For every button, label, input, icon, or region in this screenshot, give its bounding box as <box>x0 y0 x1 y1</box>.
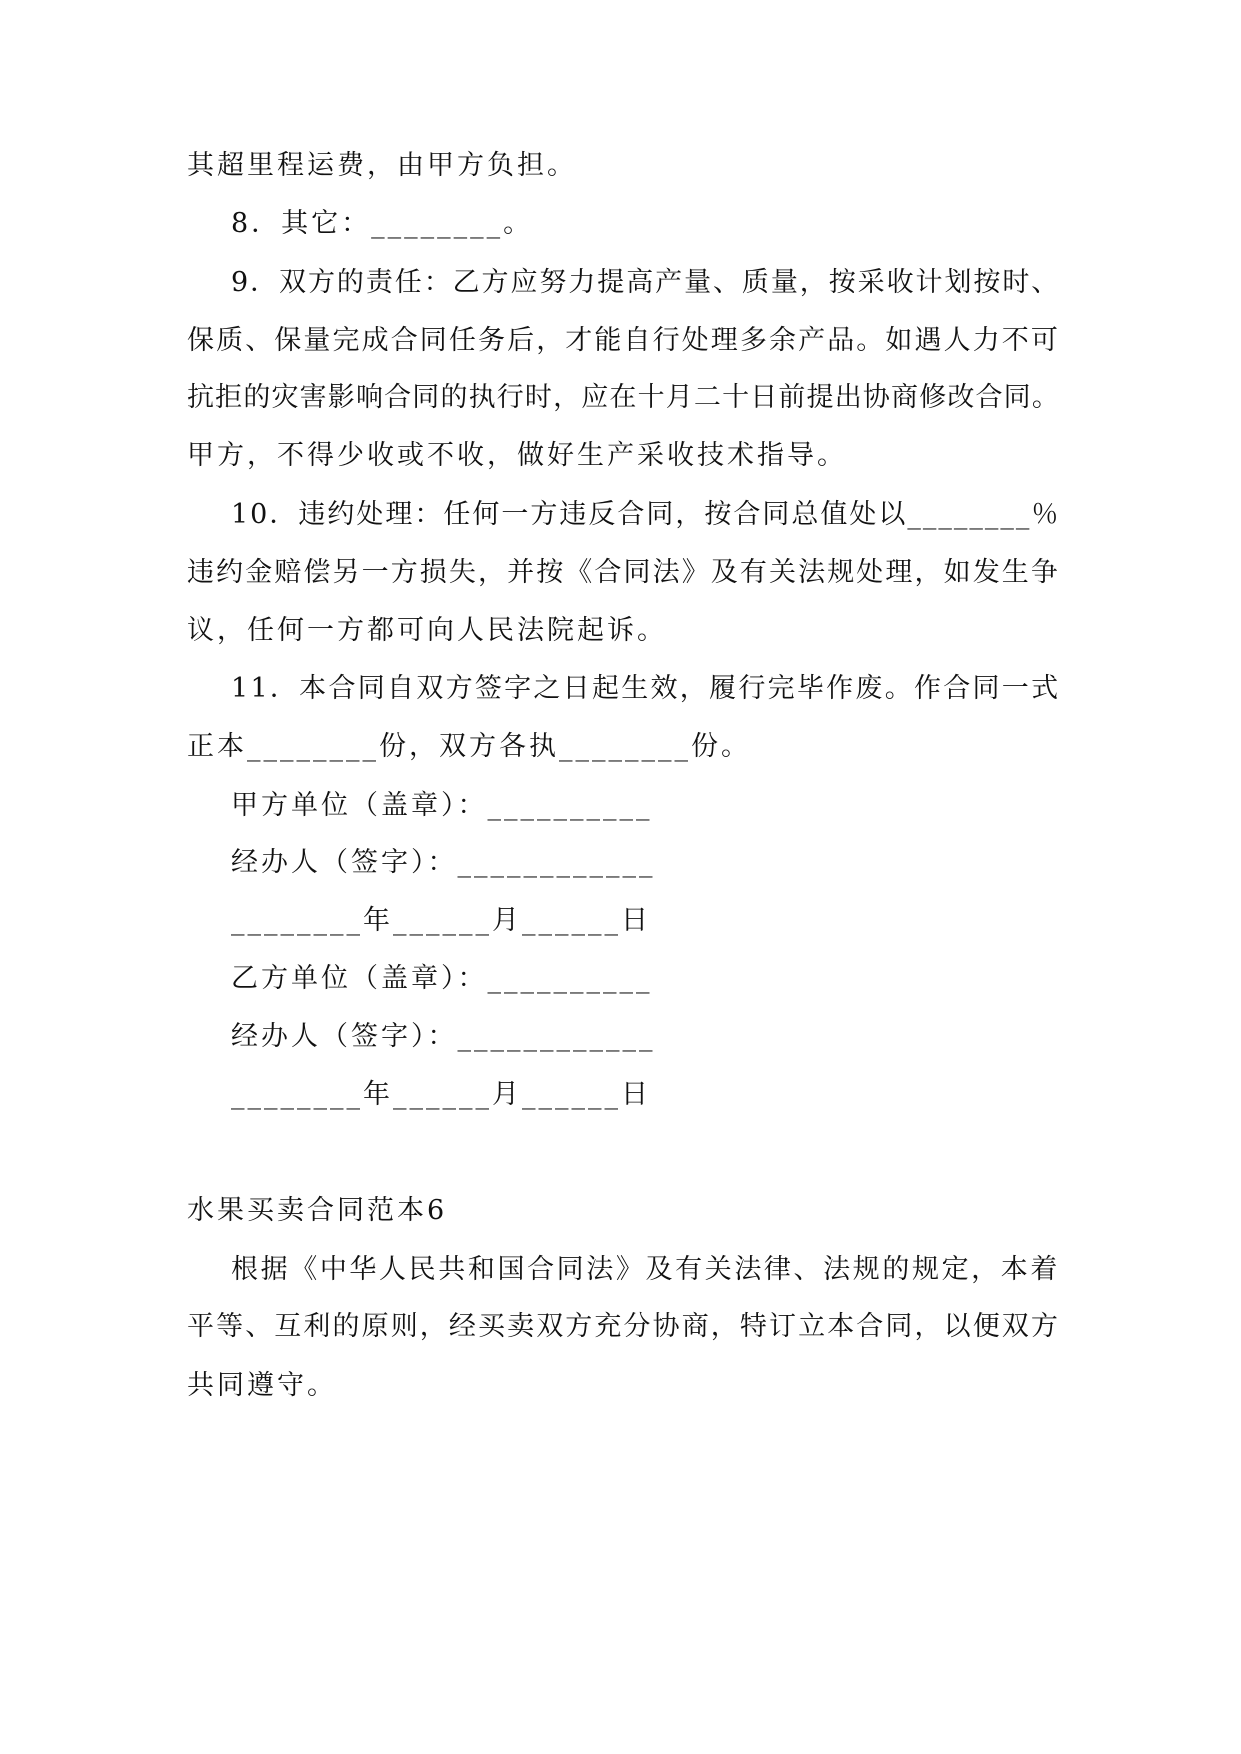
party-b-date: ________年______月______日 <box>231 1079 651 1110</box>
intro-line-1: 根据《中华人民共和国合同法》及有关法律、法规的规定，本着 <box>231 1254 1060 1285</box>
section-heading: 水果买卖合同范本6 <box>187 1195 448 1226</box>
clause-9-line-1: 9．双方的责任：乙方应努力提高产量、质量，按采收计划按时、 <box>231 267 1061 298</box>
clause-10-line-2: 违约金赔偿另一方损失，并按《合同法》及有关法规处理，如发生争 <box>187 557 1060 588</box>
party-a-date: ________年______月______日 <box>231 905 651 936</box>
paragraph-line: 其超里程运费，由甲方负担。 <box>187 150 577 181</box>
clause-11-line-2: 正本________份，双方各执________份。 <box>187 731 751 762</box>
intro-line-2: 平等、互利的原则，经买卖双方充分协商，特订立本合同，以便双方 <box>187 1311 1060 1342</box>
clause-10-line-3: 议，任何一方都可向人民法院起诉。 <box>187 615 667 646</box>
clause-9-line-3: 抗拒的灾害影响合同的执行时，应在十月二十日前提出协商修改合同。 <box>187 382 1060 413</box>
party-b-unit: 乙方单位（盖章）：__________ <box>231 963 653 994</box>
clause-10-line-1: 10．违约处理：任何一方违反合同，按合同总值处以________％ <box>231 499 1061 530</box>
party-b-signer: 经办人（签字）：____________ <box>231 1021 656 1052</box>
party-a-signer: 经办人（签字）：____________ <box>231 847 656 878</box>
clause-9-line-4: 甲方，不得少收或不收，做好生产采收技术指导。 <box>187 440 847 471</box>
intro-line-3: 共同遵守。 <box>187 1370 337 1401</box>
clause-11-line-1: 11．本合同自双方签字之日起生效，履行完毕作废。作合同一式 <box>231 673 1061 704</box>
clause-9-line-2: 保质、保量完成合同任务后，才能自行处理多余产品。如遇人力不可 <box>187 325 1060 356</box>
party-a-unit: 甲方单位（盖章）：__________ <box>231 790 653 821</box>
clause-8: 8．其它：________。 <box>231 208 534 239</box>
